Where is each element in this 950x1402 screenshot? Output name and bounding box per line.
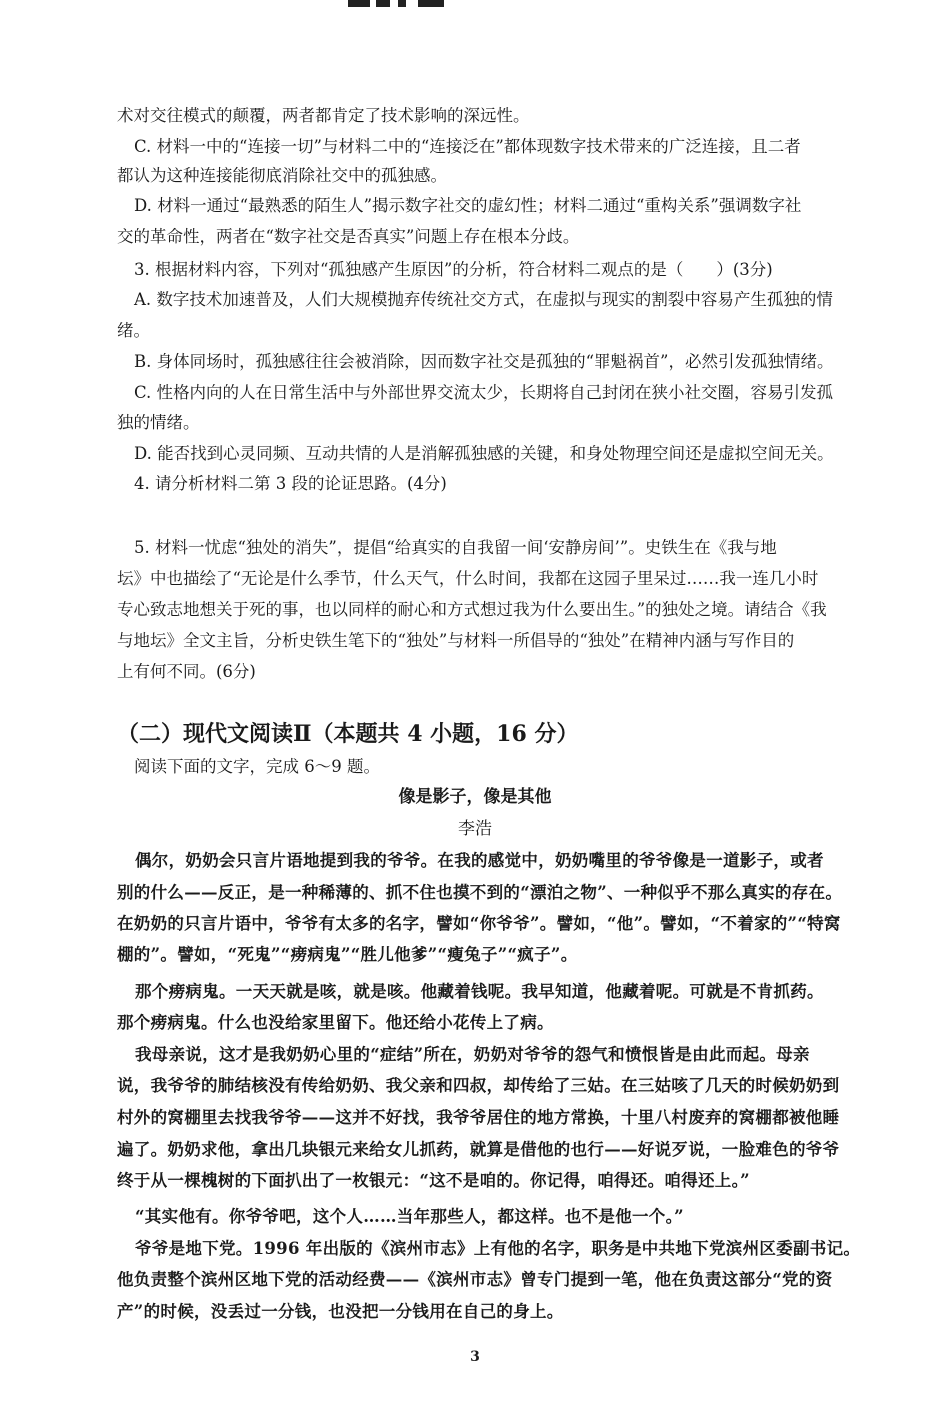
text-line: 与地坛》全文主旨，分析史铁生笔下的“独处”与材料一所倡导的“独处”在精神内涵与写作目的 [117,631,795,650]
text-line: 绪。 [117,321,150,340]
question-5: 5. 材料一忧虑“独处的消失”，提倡“给真实的自我留一间‘安静房间’”。史铁生在《我与地 [134,538,777,557]
instruction: 阅读下面的文字，完成 6～9 题。 [134,757,380,776]
story-line: 在奶奶的只言片语中，爷爷有太多的名字，譬如“你爷爷”。譬如，“他”。譬如，“不着家的”“特窝 [117,914,841,933]
story-line: 村外的窝棚里去找我爷爷——这并不好找，我爷爷居住的地方常换，十里八村废弃的窝棚都被他睡 [117,1108,840,1127]
story-line: 那个痨病鬼。一天天就是咳，就是咳。他藏着钱呢。我早知道，他藏着呢。可就是不肯抓药。 [135,982,824,1001]
page-number: 3 [470,1349,480,1365]
section-heading: （二）现代文阅读Ⅱ（本题共 4 小题，16 分） [117,721,579,747]
question-4: 4. 请分析材料二第 3 段的论证思路。(4分) [134,474,447,493]
option-c: C. 性格内向的人在日常生活中与外部世界交流太少，长期将自己封闭在狭小社交圈，容易引发孤 [134,383,834,402]
story-line: 我母亲说，这才是我奶奶心里的“症结”所在，奶奶对爷爷的怨气和愤恨皆是由此而起。母亲 [135,1045,810,1064]
text-line: 交的革命性，两者在“数字社交是否真实”问题上存在根本分歧。 [117,227,580,246]
story-author: 李浩 [458,819,492,839]
story-line: “其实他有。你爷爷吧，这个人……当年那些人，都这样。也不是他一个。” [135,1207,684,1226]
story-line: 他负责整个滨州区地下党的活动经费——《滨州市志》曾专门提到一笔，他在负责这部分“党的资 [117,1270,833,1289]
text-line: 专心致志地想关于死的事，也以同样的耐心和方式想过我为什么要出生。”的独处之境。请结合《我 [117,600,827,619]
text-line: D. 材料一通过“最熟悉的陌生人”揭示数字社交的虚幻性；材料二通过“重构关系”强调数字社 [134,196,802,215]
text-line: 术对交往模式的颠覆，两者都肯定了技术影响的深远性。 [117,106,530,125]
option-a: A. 数字技术加速普及，人们大规模抛弃传统社交方式，在虚拟与现实的割裂中容易产生孤独的情 [134,290,833,309]
story-line: 别的什么——反正，是一种稀薄的、抓不住也摸不到的“漂泊之物”、一种似乎不那么真实的存在。 [117,883,843,902]
text-line: 都认为这种连接能彻底消除社交中的孤独感。 [117,166,447,185]
story-line: 说，我爷爷的肺结核没有传给奶奶、我父亲和四叔，却传给了三姑。在三姑咳了几天的时候奶奶到 [117,1076,840,1095]
story-title: 像是影子，像是其他 [398,787,552,807]
top-crop-mark [348,0,458,8]
story-line: 那个痨病鬼。什么也没给家里留下。他还给小花传上了病。 [117,1013,554,1032]
text-line: 独的情绪。 [117,413,200,432]
text-line: 坛》中也描绘了“无论是什么季节，什么天气，什么时间，我都在这园子里呆过……我一连几小时 [117,569,819,588]
story-line: 偶尔，奶奶会只言片语地提到我的爷爷。在我的感觉中，奶奶嘴里的爷爷像是一道影子，或者 [135,851,824,870]
text-line: C. 材料一中的“连接一切”与材料二中的“连接泛在”都体现数字技术带来的广泛连接，且二者 [134,137,801,156]
option-d: D. 能否找到心灵同频、互动共情的人是消解孤独感的关键，和身处物理空间还是虚拟空间无关。 [134,444,834,463]
story-line: 终于从一棵槐树的下面扒出了一枚银元：“这不是咱的。你记得，咱得还。咱得还上。” [117,1171,750,1190]
story-line: 爷爷是地下党。1996 年出版的《滨州市志》上有他的名字，职务是中共地下党滨州区委副书记。 [135,1239,861,1258]
option-b: B. 身体同场时，孤独感往往会被消除，因而数字社交是孤独的“罪魁祸首”，必然引发孤独情绪。 [134,352,834,371]
story-line: 遍了。奶奶求他，拿出几块银元来给女儿抓药，就算是借他的也行——好说歹说，一脸难色的爷爷 [117,1140,840,1159]
question-3: 3. 根据材料内容，下列对“孤独感产生原因”的分析，符合材料二观点的是（ ）(3分) [134,260,773,279]
text-line: 上有何不同。(6分) [117,662,256,681]
story-line: 棚的”。譬如，“死鬼”“痨病鬼”“胜儿他爹”“瘦兔子”“疯子”。 [117,945,578,964]
story-line: 产”的时候，没丢过一分钱，也没把一分钱用在自己的身上。 [117,1302,564,1321]
